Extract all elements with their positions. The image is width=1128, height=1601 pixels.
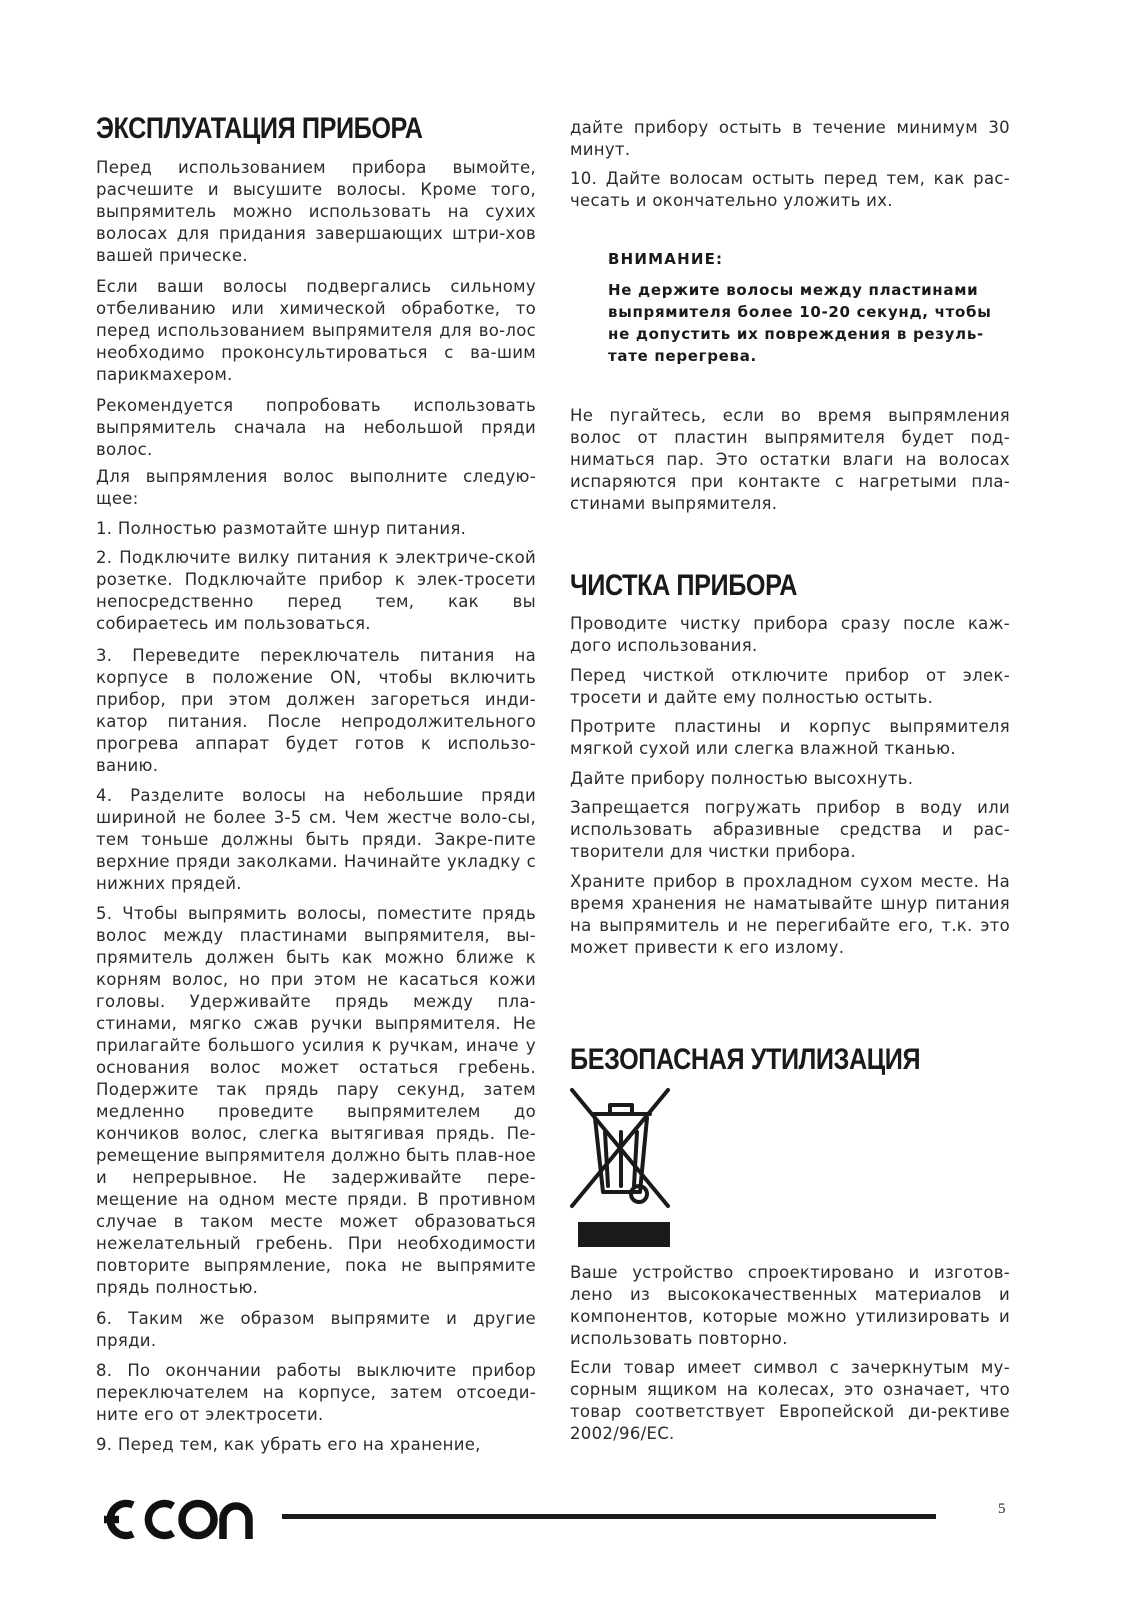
paragraph: Перед чисткой отключите прибор от элек-тросети и дайте ему полностью остыть. (570, 666, 1010, 707)
step-6: 6. Таким же образом выпрямите и другие пряди. (96, 1309, 536, 1350)
econ-logo (95, 1493, 255, 1543)
section-heading-operation: ЭКСПЛУАТАЦИЯ ПРИБОРА (96, 112, 423, 145)
paragraph: Храните прибор в прохладном сухом месте. На время хранения не наматывайте шнур питания на выпрямитель и не перегибайте его, т.к. это может привести к его излому. (570, 872, 1010, 957)
warning-title: ВНИМАНИЕ: (608, 250, 724, 268)
steam-note: Не пугайтесь, если во время выпрямления волос от пластин выпрямителя будет под-ниматься пар. Это остатки влаги на волосах испаряются при контакте с нагретыми пла-стинами выпрямителя. (570, 406, 1010, 513)
paragraph: Если товар имеет символ с зачеркнутым му-сорным ящиком на колесах, это означает, что товар соответствует Европейской ди-рективе 2002/96/EC. (570, 1358, 1010, 1443)
step-2: 2. Подключите вилку питания к электриче-ской розетке. Подключайте прибор к элек-тросети непосредственно перед тем, как вы собираетесь им пользоваться. (96, 548, 536, 633)
step-9: 9. Перед тем, как убрать его на хранение, (96, 1435, 481, 1454)
section-heading-disposal: БЕЗОПАСНАЯ УТИЛИЗАЦИЯ (570, 1043, 921, 1076)
step-8: 8. По окончании работы выключите прибор переключателем на корпусе, затем отсоеди-ните его от электросети. (96, 1361, 536, 1424)
section-heading-cleaning: ЧИСТКА ПРИБОРА (570, 569, 798, 602)
paragraph: Ваше устройство спроектировано и изготов-лено из высококачественных материалов и компонентов, которые можно утилизировать и использовать повторно. (570, 1263, 1010, 1348)
step-10: 10. Дайте волосам остыть перед тем, как рас-чесать и окончательно уложить их. (570, 169, 1010, 210)
paragraph: дайте прибору остыть в течение минимум 30 минут. (570, 118, 1010, 159)
paragraph: Для выпрямления волос выполните следую-щее: (96, 467, 536, 508)
paragraph: Если ваши волосы подвергались сильному отбеливанию или химической обработке, то перед использованием выпрямителя для во-лос необходимо проконсультироваться с ва-шим парикмахером. (96, 277, 536, 384)
paragraph: Рекомендуется попробовать использовать выпрямитель сначала на небольшой пряди волос. (96, 396, 536, 459)
footer-divider (282, 1514, 936, 1519)
paragraph: Протрите пластины и корпус выпрямителя мягкой сухой или слегка влажной тканью. (570, 717, 1010, 758)
page-number: 5 (998, 1501, 1006, 1517)
paragraph: Перед использованием прибора вымойте, расчешите и высушите волосы. Кроме того, выпрямитель можно использовать на сухих волосах для придания завершающих штри-хов вашей прическе. (96, 158, 536, 265)
paragraph: Дайте прибору полностью высохнуть. (570, 769, 914, 788)
step-3: 3. Переведите переключатель питания на корпусе в положение ON, чтобы включить прибор, при этом должен загореться инди-катор питания. После непродолжительного прогрева аппарат будет готов к использо-ванию. (96, 646, 536, 775)
step-1: 1. Полностью размотайте шнур питания. (96, 519, 467, 538)
paragraph: Проводите чистку прибора сразу после каж-дого использования. (570, 614, 1010, 655)
warning-text: Не держите волосы между пластинами выпрямителя более 10-20 секунд, чтобы не допустить их повреждения в резуль-тате перегрева. (608, 281, 992, 365)
step-5: 5. Чтобы выпрямить волосы, поместите прядь волос между пластинами выпрямителя, вы-прямитель должен быть как можно ближе к корням волос, но при этом не касаться кожи головы. Удерживайте прядь между пла-стинами, мягко сжав ручки выпрямителя. Не прилагайте большого усилия к ручкам, иначе у основания волос может остаться гребень. Подержите так прядь пару секунд, затем медленно проведите выпрямителем до кончиков волос, слегка вытягивая прядь. Пе-ремещение выпрямителя должно быть плав-ное и непрерывное. Не задерживайте пере-мещение на одном месте пряди. В противном случае в таком месте может образоваться нежелательный гребень. При необходимости повторите выпрямление, пока не выпрямите прядь полностью. (96, 904, 536, 1297)
crossed-out-wheelie-bin-icon (570, 1088, 670, 1250)
paragraph: Запрещается погружать прибор в воду или использовать абразивные средства и рас-творители для чистки прибора. (570, 798, 1010, 861)
step-4: 4. Разделите волосы на небольшие пряди шириной не более 3-5 см. Чем жестче воло-сы, тем тоньше должны быть пряди. Закре-пите верхние пряди заколками. Начинайте укладку с нижних прядей. (96, 786, 536, 893)
